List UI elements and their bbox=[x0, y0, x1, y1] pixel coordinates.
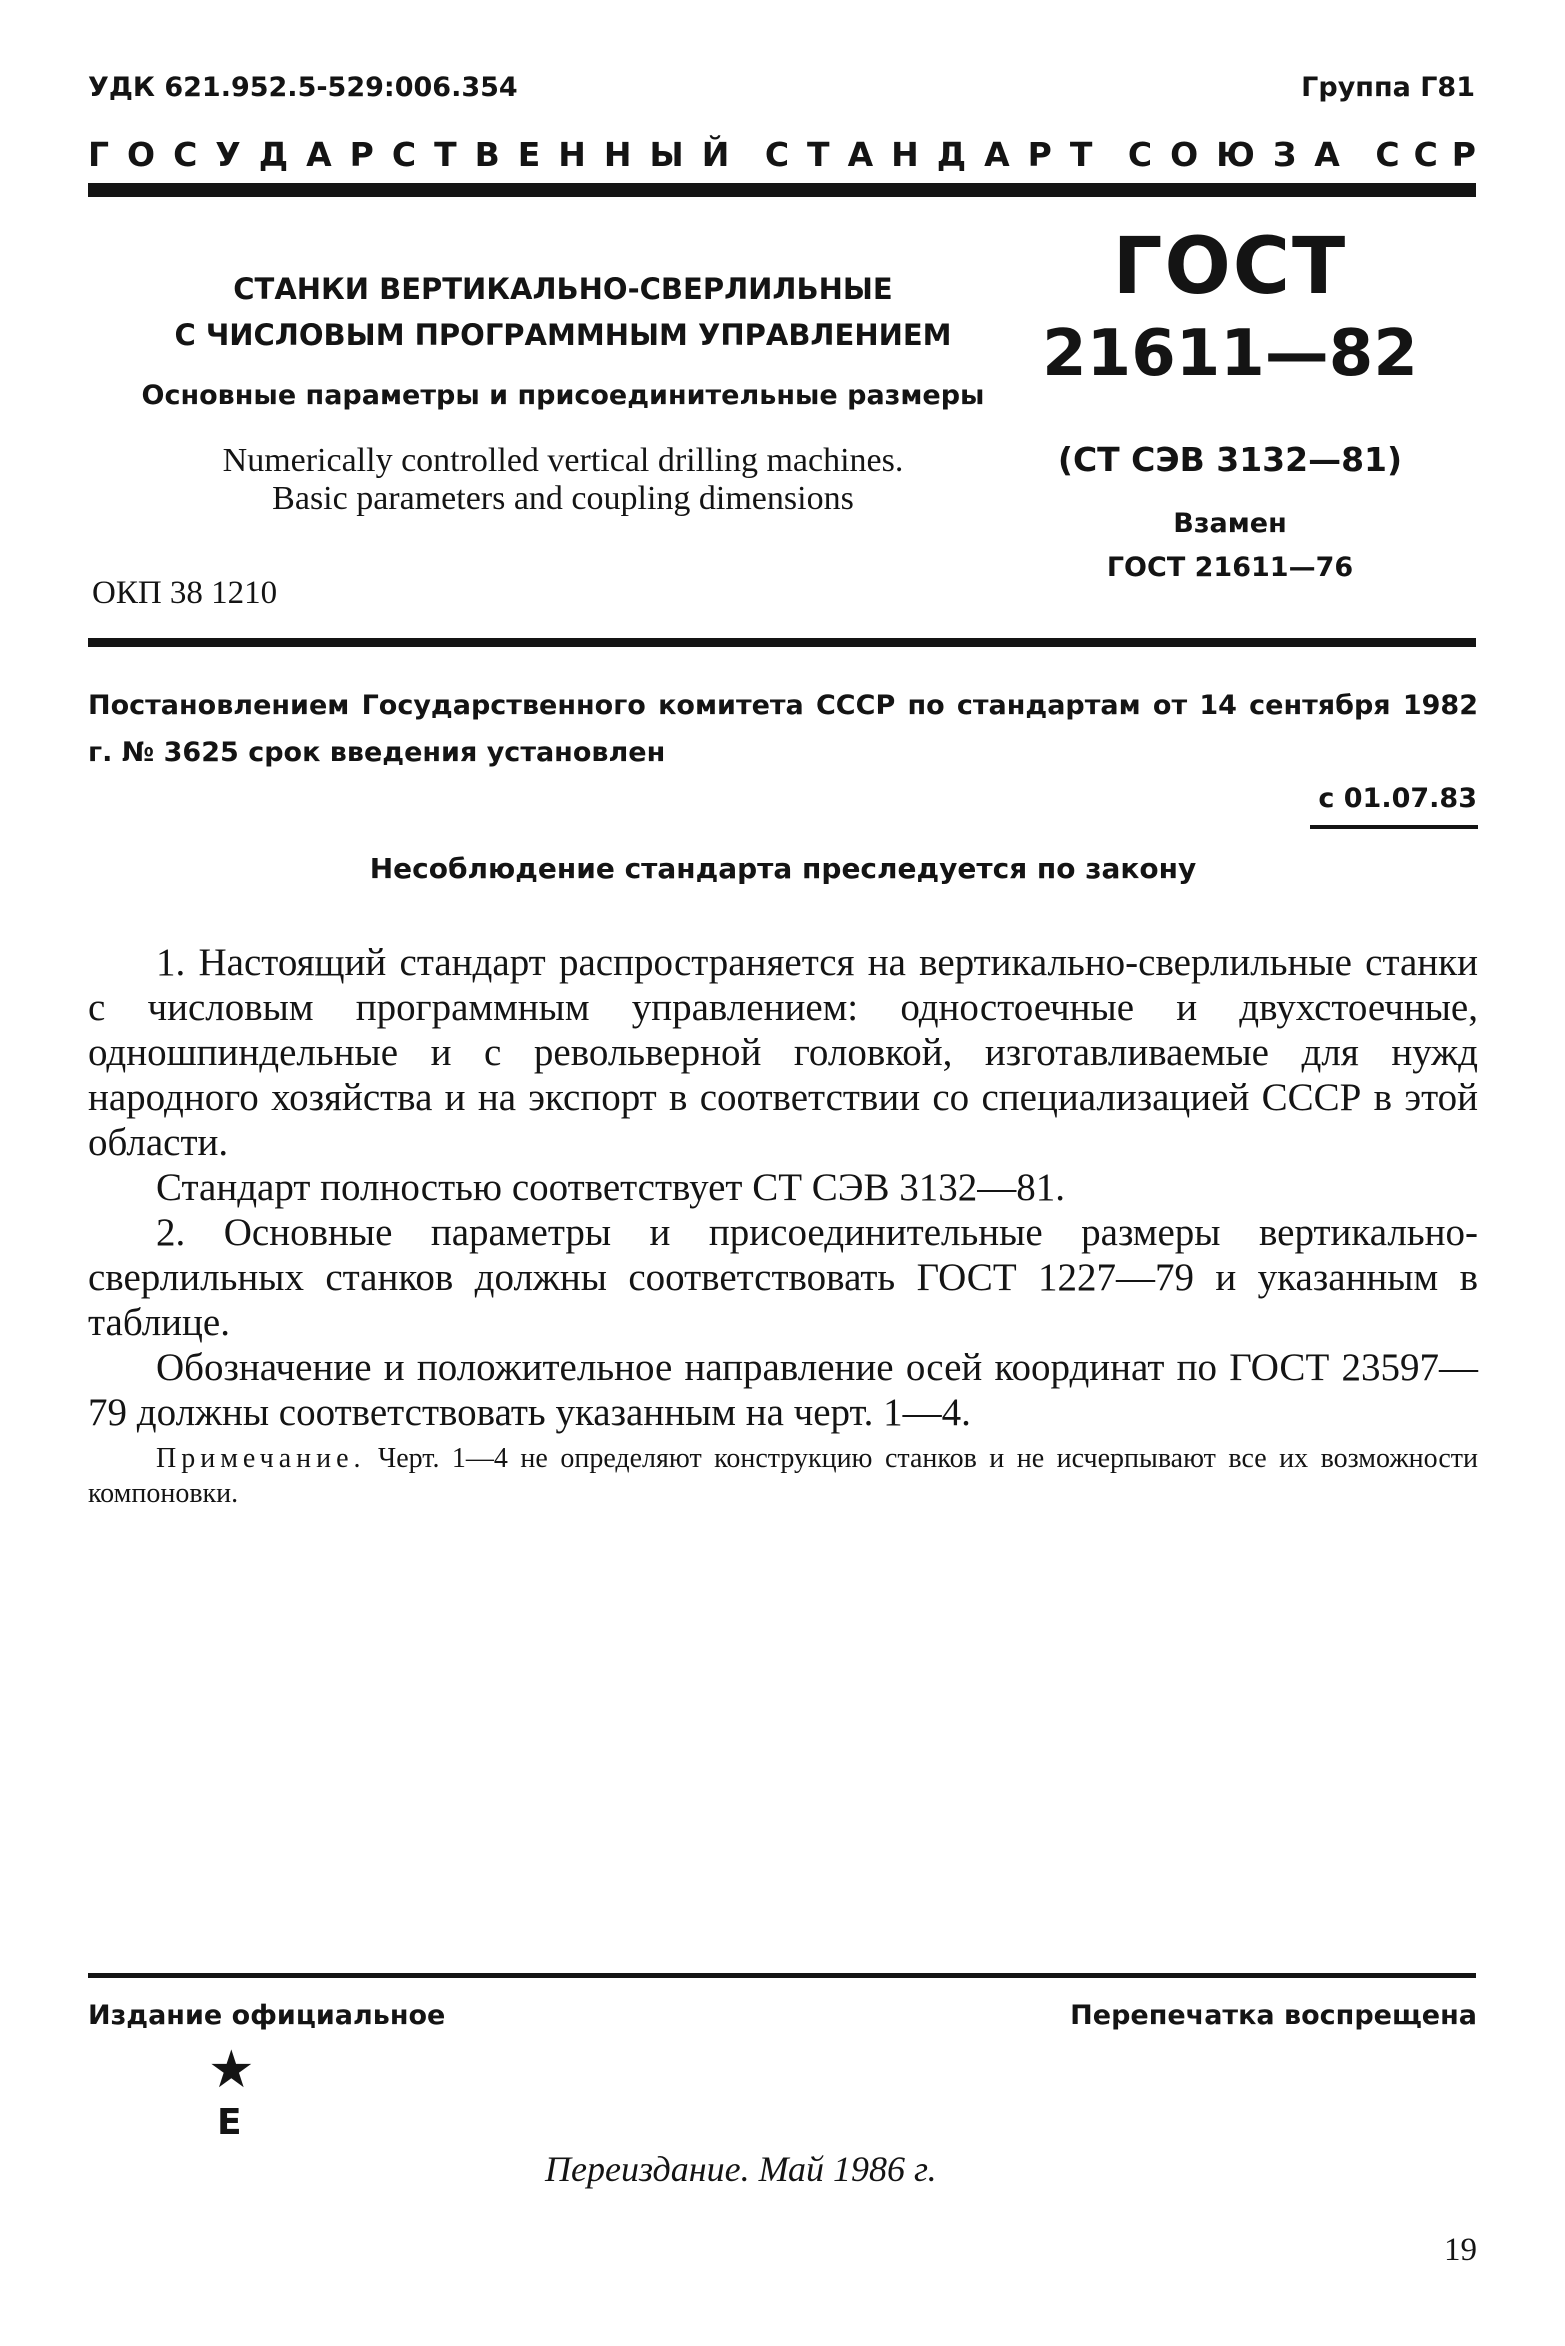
note bbox=[88, 1441, 1478, 1511]
udk-code: УДК 621.952.5-529:006.354 bbox=[88, 72, 518, 103]
title-line-1: СТАНКИ ВЕРТИКАЛЬНО-СВЕРЛИЛЬНЫЕ bbox=[233, 272, 893, 306]
paragraph-3: 2. Основные параметры и присоединительные размеры вертикально-сверлильных станков должны соответствовать ГОСТ 1227—79 и указанным в таблице. bbox=[88, 1211, 1478, 1344]
footer-rule bbox=[88, 1973, 1476, 1978]
reissue-note: Переиздание. Май 1986 г. bbox=[545, 2149, 937, 2189]
paragraph-2: Стандарт полностью соответствует СТ СЭВ 3132—81. bbox=[156, 1166, 1066, 1209]
star-icon: ★ bbox=[208, 2040, 255, 2100]
okp-code: ОКП 38 1210 bbox=[92, 575, 278, 611]
standard-banner bbox=[88, 135, 1490, 174]
paragraph-1: 1. Настоящий стандарт распространяется на вертикально-сверлильные станки с числовым программным управлением: одностоечные и двухстоечные, одношпиндельные и с револьверной головкой, изготавливаемые для нужд народного хозяйства и на экспорт в соответствии со специализацией СССР в этой области. bbox=[88, 941, 1478, 1164]
banner-word-3: СОЮЗА bbox=[1127, 135, 1358, 174]
section-rule bbox=[88, 638, 1476, 647]
official-edition: Издание официальное bbox=[88, 2000, 446, 2031]
effective-date: с 01.07.83 bbox=[1318, 783, 1477, 814]
title-line-2: С ЧИСЛОВЫМ ПРОГРАММНЫМ УПРАВЛЕНИЕМ bbox=[174, 318, 952, 352]
note-label: Примечание. bbox=[156, 1443, 366, 1474]
standard-body bbox=[88, 940, 1478, 1511]
group-code: Группа Г81 bbox=[1301, 72, 1475, 103]
note-text: Черт. 1—4 не определяют конструкцию станков и не исчерпывают все их возможности компоновки. bbox=[88, 1443, 1478, 1509]
edition-mark: Е bbox=[217, 2102, 242, 2143]
paragraph-4: Обозначение и положительное направление осей координат по ГОСТ 23597—79 должны соответствовать указанным на черт. 1—4. bbox=[88, 1346, 1478, 1434]
banner-word-2: СТАНДАРТ bbox=[764, 135, 1111, 174]
subtitle-russian: Основные параметры и присоединительные размеры bbox=[141, 380, 985, 411]
banner-word-4: ССР bbox=[1375, 135, 1490, 174]
top-rule bbox=[88, 183, 1476, 197]
replaces-label: Взамен bbox=[1173, 508, 1287, 539]
legal-warning: Несоблюдение стандарта преследуется по закону bbox=[369, 852, 1197, 885]
reprint-prohibited: Перепечатка воспрещена bbox=[1070, 2000, 1477, 2031]
gost-label: ГОСТ bbox=[1112, 222, 1348, 312]
banner-word-1: ГОСУДАРСТВЕННЫЙ bbox=[88, 135, 748, 174]
subtitle-english-line-1: Numerically controlled vertical drilling machines. bbox=[222, 442, 904, 479]
gost-number: 21611—82 bbox=[1042, 317, 1418, 391]
page-number: 19 bbox=[1444, 2232, 1477, 2268]
date-underline bbox=[1310, 825, 1478, 829]
decree-text: Постановлением Государственного комитета СССР по стандартам от 14 сентября 1982 г. № 3625 срок введения установлен bbox=[88, 690, 1478, 768]
st-sev-reference: (СТ СЭВ 3132—81) bbox=[1057, 440, 1403, 479]
subtitle-english-line-2: Basic parameters and coupling dimensions bbox=[272, 480, 854, 517]
replaces-value: ГОСТ 21611—76 bbox=[1106, 552, 1354, 583]
